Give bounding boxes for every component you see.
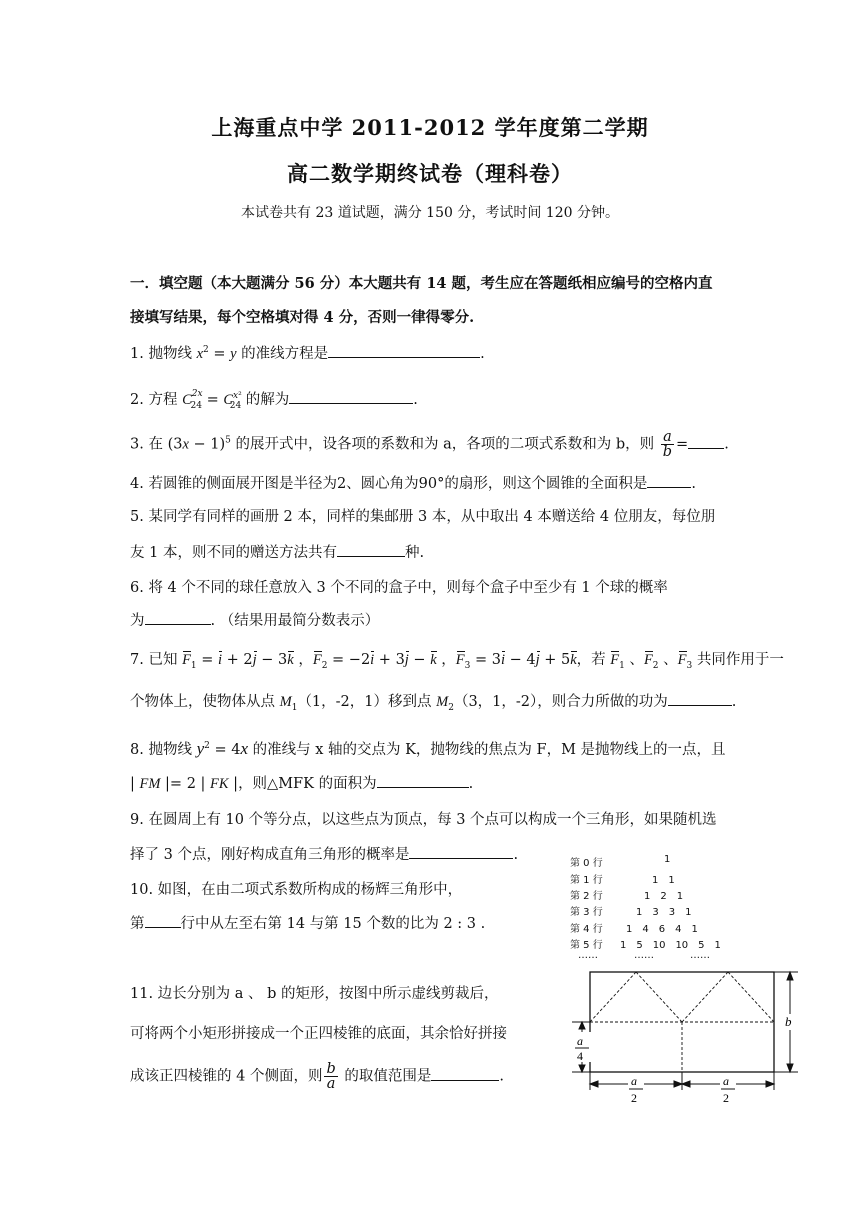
question-5-line2: 友 1 本，则不同的赠送方法共有 种.: [130, 541, 424, 562]
answer-blank-1[interactable]: [328, 343, 480, 358]
section1-instructions-line2: 接填写结果，每个空格填对得 4 分，否则一律得零分.: [130, 309, 475, 326]
dimension-a-over-2: [590, 1072, 774, 1090]
question-8-line2: | FM |= 2 | FK |，则△MFK 的面积为 .: [130, 772, 473, 793]
question-11-line3: 成该正四棱锥的 4 个侧面，则 $\frac{b}{a}$ 的取值范围是 .: [130, 1061, 504, 1092]
answer-blank-7[interactable]: [668, 691, 732, 706]
label-4-denominator: 4: [577, 1049, 583, 1063]
answer-blank-6[interactable]: [145, 610, 211, 625]
question-6-line1: 6. 将 4 个不同的球任意放入 3 个不同的盒子中，则每个盒子中至少有 1 个球的概率: [130, 580, 668, 596]
answer-blank-3[interactable]: [688, 434, 724, 449]
question-8-line1: 8. 抛物线 $y^2 = 4x$ 的准线与 x 轴的交点为 K，抛物线的焦点为 F，M 是抛物线上的一点，且: [130, 739, 726, 758]
section1-instructions-line1: 一．填空题（本大题满分 56 分）本大题共有 14 题，考生应在答题纸相应编号的空格内直: [130, 275, 713, 292]
fraction-a-over-b: $\frac{a}{b}$: [662, 429, 673, 460]
question-4: 4. 若圆锥的侧面展开图是半径为2、圆心角为90°的扇形，则这个圆锥的全面积是 .: [130, 472, 696, 493]
exam-intro: 本试卷共有 23 道试题，满分 150 分，考试时间 120 分钟。: [241, 205, 619, 221]
answer-blank-11[interactable]: [431, 1066, 499, 1081]
answer-blank-10[interactable]: [145, 913, 181, 928]
question-9-line2: 择了 3 个点，刚好构成直角三角形的概率是 .: [130, 843, 518, 864]
answer-blank-2[interactable]: [289, 389, 413, 404]
label-a-numerator: a: [577, 1034, 583, 1048]
cut-lines: [590, 972, 774, 1072]
label-2-right: 2: [723, 1091, 729, 1105]
exam-subtitle: 高二数学期终试卷（理科卷）: [287, 161, 573, 186]
question-10-line1: 10. 如图，在由二项式系数所构成的杨辉三角形中，: [130, 882, 463, 898]
question-9-line1: 9. 在圆周上有 10 个等分点，以这些点为顶点，每 3 个点可以构成一个三角形，如果随机选: [130, 812, 717, 828]
question-5-line1: 5. 某同学有同样的画册 2 本，同样的集邮册 3 本，从中取出 4 本赠送给 4 位朋友，每位朋: [130, 509, 716, 525]
question-7-line2: 个物体上，使物体从点 $M_1(1$，-2，1）移到点 $M_2(3$，1，-2），则合力所做的功为 .: [130, 690, 736, 713]
answer-blank-4[interactable]: [647, 473, 691, 488]
label-b: b: [785, 1014, 792, 1029]
question-10-line2: 第 行中从左至右第 14 与第 15 个数的比为 2 : 3 .: [130, 912, 485, 933]
label-2-left: 2: [631, 1091, 637, 1105]
label-a-right: a: [723, 1074, 729, 1088]
question-3: 3. 在 $(3x - 1)^5$ 的展开式中，设各项的系数和为 a，各项的二项式系数和为 b，则 $\frac{a}{b}$ = .: [130, 429, 729, 460]
exam-title: 上海重点中学 2011-2012 学年度第二学期: [211, 115, 649, 140]
answer-blank-8[interactable]: [377, 773, 469, 788]
question-1: 1. 抛物线 $x^2 = y$ 的准线方程是 .: [130, 342, 485, 363]
question-2: 2. 方程 $C^{2x}_{24} = C^{x^2}_{24}$ 的解为 .: [130, 389, 418, 411]
question-11-line1: 11. 边长分别为 a 、 b 的矩形，按图中所示虚线剪裁后，: [130, 986, 499, 1002]
question-7-line1: 7. 已知 $F_1 = i + 2j - 3k$ ，$F_2 = -2i + 3j - k$ ，$F_3 = 3i - 4j + 5k$，若 $F_1$ 、$F_2$ 、$F_3$ 共同作用于一: [130, 652, 784, 671]
question-6-line2: 为 . （结果用最简分数表示）: [130, 609, 379, 630]
fraction-b-over-a: $\frac{b}{a}$: [326, 1061, 336, 1092]
rectangle-cut-figure: [560, 960, 805, 1105]
answer-blank-9[interactable]: [409, 844, 513, 859]
exam-page: 上海重点中学 2011-2012 学年度第二学期 高二数学期终试卷（理科卷） 本试卷共有 23 道试题，满分 150 分，考试时间 120 分钟。 一．填空题（本大题满分 56 分）本大题共有 14 题，考生应在答题纸相应编号的空格内直 接填写结果，每个空格填对得 4 分，否则一律得零分. 1. 抛物线 $x^2 = y$ 的准线方程是 . 2. 方程 $C^{2x}_{24} = C^{x^2}_{24}$ 的解为 . 3. 在 $(3x - 1)^5$ 的展开式中，设各项的系数和为 a，各项的二项式系数和为 b，则 $\frac{a}{b}$ = . 4. 若圆锥的侧面展开图是半径为2、圆心角为90°的扇形，则这个圆锥的全面积是 . 5. 某同学有同样的画册 2 本，同样的集邮册 3 本，从中取出 4 本赠送给 4 位朋友，每位朋 友 1 本，则不同的赠送方法共有 种. 6. 将 4 个不同的球任意放入 3 个不同的盒子中，则每个盒子中至少有 1 个球的概率 为 . （结果用最简分数表示） 7. 已知 $F_1 = i + 2j - 3k$ ，$F_2 = -2i + 3j - k$ ，$F_3 = 3i - 4j + 5k$，若 $F_1$ 、$F_2$ 、$F_3$ 共同作用于一 个物体上，使物体从点 $M_1(1$，-2，1）移到点 $M_2(3$，1，-2），则合力所做的功为 . 8. 抛物线 $y^2 = 4x$ 的准线与 x 轴的交点为 K，抛物线的焦点为 F，M 是抛物线上的一点，且 | FM |= 2 | FK |，则△MFK 的面积为 . 9. 在圆周上有 10 个等分点，以这些点为顶点，每 3 个点可以构成一个三角形，如果随机选 择了 3 个点，刚好构成直角三角形的概率是 . 10. 如图，在由二项式系数所构成的杨辉三角形中， 第 行中从左至右第 14 与第 15 个数的比为 2 : 3 . 第 0 行 1 第 1 行 1 1 第 2 行 1 2 1 第 3 行 1 3 3 1 第 4 行 1 4 6 4 1 第 5 行 1 5 10 10 5 1 …… …… …… 11. 边长分别为 a 、 b 的矩形，按图中所示虚线剪裁后， 可将两个小矩形拼接成一个正四棱锥的底面，其余恰好拼接 成该正四棱锥的 4 个侧面，则 $\frac{b}{a}$ 的取值范围是 . b a 4 a 2 a 2: [0, 0, 860, 1216]
answer-blank-5[interactable]: [337, 542, 405, 557]
label-a-left: a: [631, 1074, 637, 1088]
question-11-line2: 可将两个小矩形拼接成一个正四棱锥的底面，其余恰好拼接: [130, 1026, 507, 1042]
